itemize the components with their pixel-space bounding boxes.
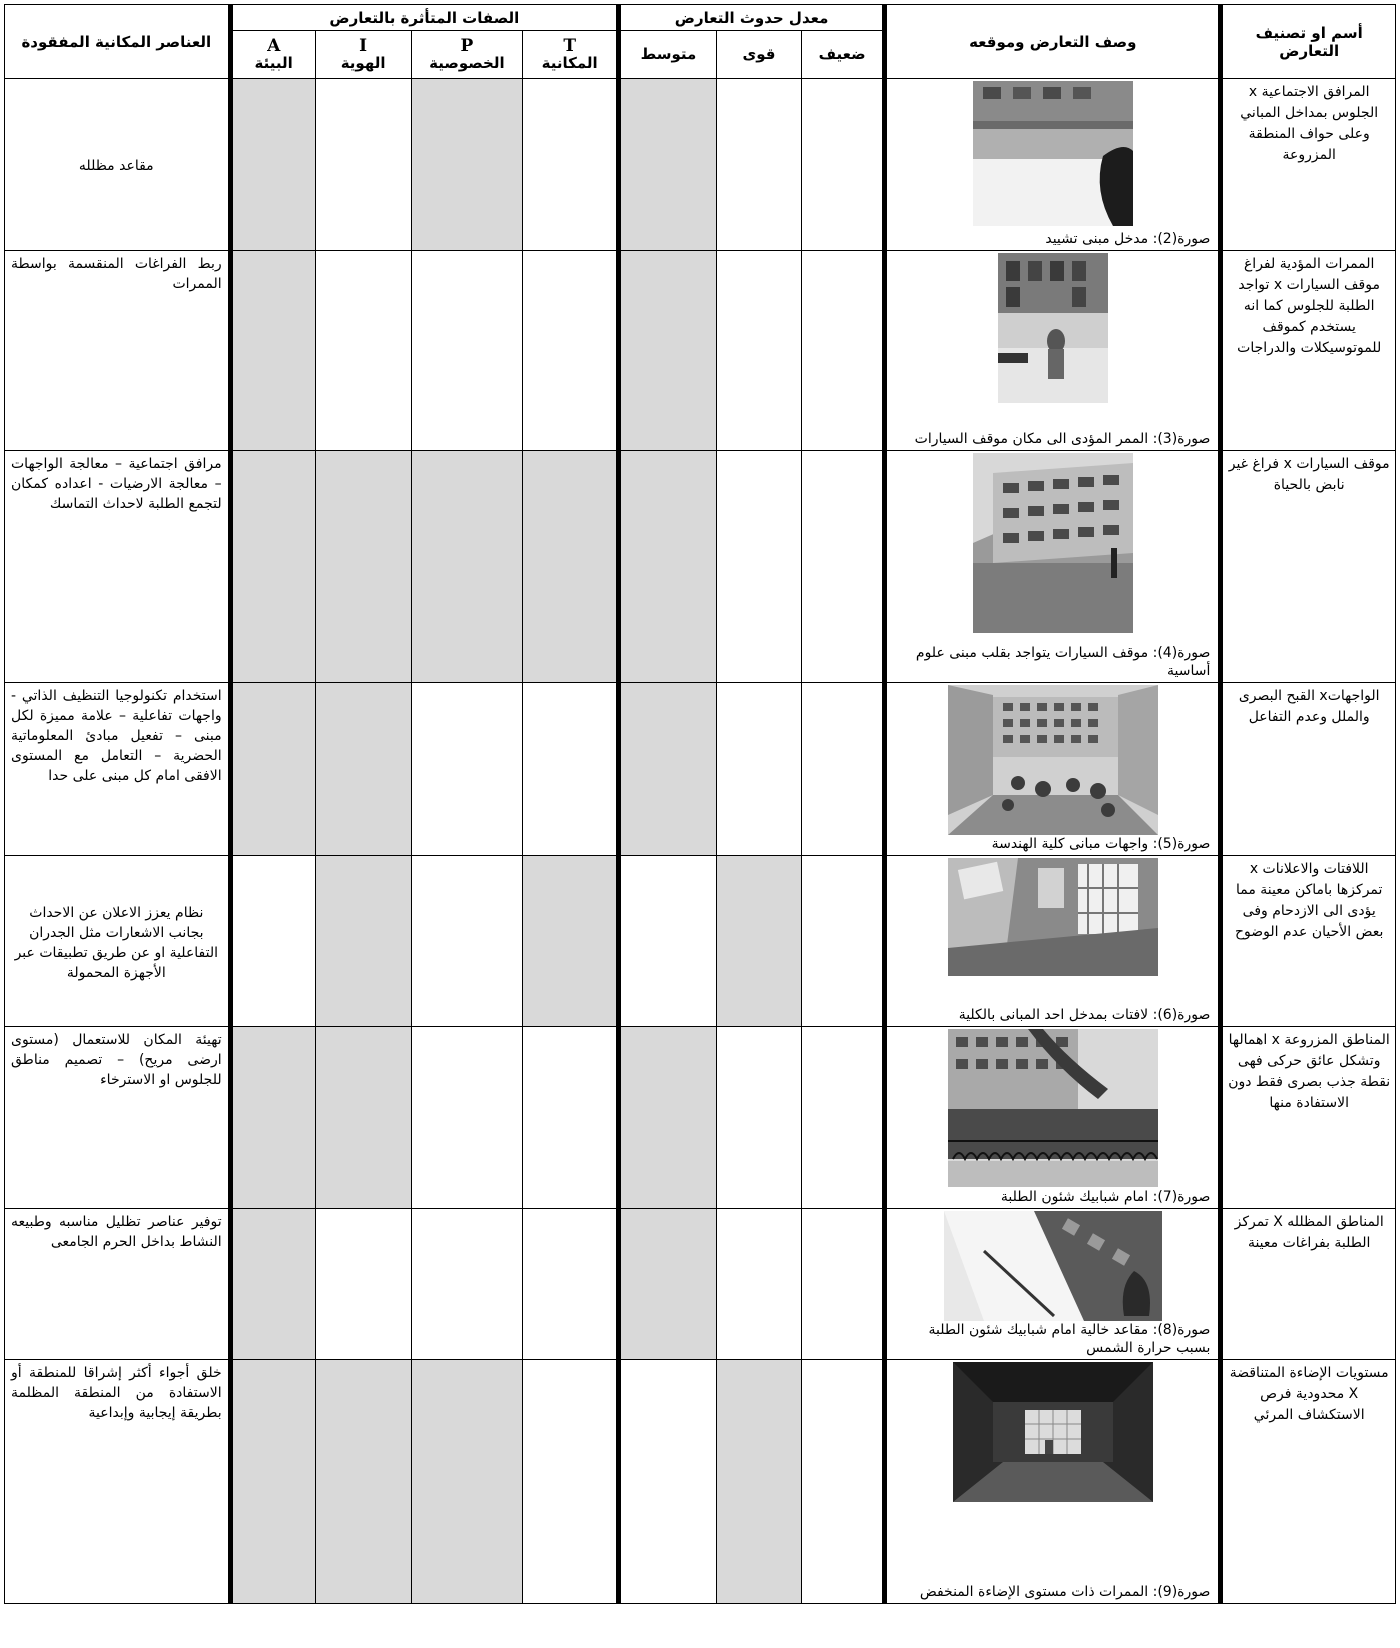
rate-weak-cell [802,1360,885,1604]
description-cell [885,451,1221,683]
missing-elements-cell: مقاعد مظلله [5,79,231,251]
header-attr-p [411,31,523,79]
conflict-name-cell: المناطق المزروعة x اهمالها وتشكل عائق حركى فهى نقطة جذب بصرى فقط دون الاستفادة منها [1221,1027,1396,1209]
description-cell [885,1209,1221,1360]
table-row [5,683,1396,856]
planted-area-photo [948,1029,1158,1187]
attr-a-cell [230,79,315,251]
table-row [5,1027,1396,1209]
corridor-photo [998,253,1108,403]
attr-a-cell [230,683,315,856]
rate-medium-cell [619,1209,717,1360]
rate-medium-cell [619,683,717,856]
rate-medium-cell [619,1027,717,1209]
attr-a-cell [230,451,315,683]
attr-i-cell [315,451,411,683]
attr-a-cell [230,251,315,451]
photo-caption: صورة(7): امام شبابيك شئون الطلبة [1000,1189,1211,1205]
table-row [5,856,1396,1027]
attr-label: الخصوصية [429,53,505,72]
rate-weak-cell [802,451,885,683]
description-cell [885,1360,1221,1604]
rate-strong-cell [716,856,801,1027]
attr-i-cell [315,1360,411,1604]
table-row [5,1360,1396,1604]
conflicts-table [4,4,1396,1604]
attr-i-cell [315,1027,411,1209]
attr-a-cell [230,856,315,1027]
missing-elements-cell: ربط الفراغات المنقسمة بواسطة الممرات [5,251,231,451]
table-row [5,79,1396,251]
rate-weak-cell [802,251,885,451]
rate-strong-cell [716,451,801,683]
building-entrance-photo [973,81,1133,226]
rate-weak-cell [802,79,885,251]
attr-t-cell [523,1360,619,1604]
conflict-name-cell: الممرات المؤدية لفراغ موقف السيارات x تواجد الطلبة للجلوس كما انه يستخدم كموقف للموتوسيكلات والدراجات [1221,251,1396,451]
header-attr-i [315,31,411,79]
rate-medium-cell [619,1360,717,1604]
attr-t-cell [523,251,619,451]
attr-p-cell [411,451,523,683]
description-cell [885,683,1221,856]
table-row [5,451,1396,683]
header-name: أسم او تصنيف التعارض [1221,5,1396,79]
photo-caption: صورة(6): لافتات بمدخل احد المبانى بالكلية [958,1007,1211,1023]
header-rate-strong: قوى [716,31,801,79]
attr-i-cell [315,79,411,251]
description-cell [885,1027,1221,1209]
description-cell [885,251,1221,451]
attr-a-cell [230,1360,315,1604]
attr-i-cell [315,251,411,451]
conflict-name-cell: اللافتات والاعلانات x تمركزها باماكن معينة مما يؤدى الى الازدحام وفى بعض الأحيان عدم الوضوح [1221,856,1396,1027]
attr-t-cell [523,1027,619,1209]
rate-medium-cell [619,856,717,1027]
description-cell [885,856,1221,1027]
attr-p-cell [411,856,523,1027]
attr-p-cell [411,683,523,856]
photo-caption: صورة(8): مقاعد خالية امام شبابيك شئون الطلبة بسبب حرارة الشمس [928,1322,1211,1356]
attr-t-cell [523,79,619,251]
rate-weak-cell [802,856,885,1027]
photo-caption: صورة(2): مدخل مبنى تشييد [1045,231,1211,247]
attr-letter: I [359,35,368,56]
conflict-name-cell: المناطق المظلله X تمركز الطلبة بفراغات معينة [1221,1209,1396,1360]
attr-letter: P [460,35,474,56]
attr-letter: T [563,35,576,56]
conflict-name-cell: المرافق الاجتماعية x الجلوس بمداخل المباني وعلى حواف المنطقة المزروعة [1221,79,1396,251]
header-attr-a [230,31,315,79]
rate-strong-cell [716,1027,801,1209]
header-rate-weak: ضعيف [802,31,885,79]
rate-strong-cell [716,251,801,451]
attr-i-cell [315,683,411,856]
attr-label: البيئة [254,53,293,72]
attr-t-cell [523,451,619,683]
rate-weak-cell [802,1209,885,1360]
conflict-name-cell: الواجهاتx القبح البصرى والملل وعدم التفاعل [1221,683,1396,856]
header-row-top [5,5,1396,31]
attr-p-cell [411,1360,523,1604]
rate-strong-cell [716,683,801,856]
photo-caption: صورة(3): الممر المؤدى الى مكان موقف السيارات [914,431,1211,447]
header-rate-medium: متوسط [619,31,717,79]
empty-seats-photo [944,1211,1162,1321]
facades-photo [948,685,1158,835]
rate-weak-cell [802,683,885,856]
missing-elements-cell: تهيئة المكان للاستعمال (مستوى ارضى مريح) – تصميم مناطق للجلوس او الاسترخاء [5,1027,231,1209]
attr-i-cell [315,856,411,1027]
attr-t-cell [523,683,619,856]
attr-p-cell [411,79,523,251]
attr-label: المكانية [541,53,598,72]
attr-p-cell [411,1209,523,1360]
photo-caption: صورة(4): موقف السيارات يتواجد بقلب مبنى علوم أساسية [915,645,1211,679]
table-row [5,1209,1396,1360]
description-cell [885,79,1221,251]
header-affected-attributes: الصفات المتأثرة بالتعارض [230,5,618,31]
conflict-name-cell: مستويات الإضاءة المتناقضة X محدودية فرص الاستكشاف المرئي [1221,1360,1396,1604]
attr-a-cell [230,1209,315,1360]
attr-letter: A [267,35,281,56]
parking-photo [973,453,1133,633]
rate-weak-cell [802,1027,885,1209]
signs-photo [948,858,1158,976]
rate-medium-cell [619,451,717,683]
missing-elements-cell: خلق أجواء أكثر إشراقا للمنطقة أو الاستفادة من المنطقة المظلمة بطريقة إيجابية وإبداعية [5,1360,231,1604]
rate-medium-cell [619,79,717,251]
attr-i-cell [315,1209,411,1360]
attr-label: الهوية [340,53,386,72]
header-description: وصف التعارض وموقعه [885,5,1221,79]
missing-elements-cell: مرافق اجتماعية – معالجة الواجهات – معالجة الارضيات - اعداده كمكان لتجمع الطلبة لاحداث التماسك [5,451,231,683]
rate-medium-cell [619,251,717,451]
attr-t-cell [523,856,619,1027]
header-occurrence-rate: معدل حدوث التعارض [619,5,885,31]
dark-corridor-photo [953,1362,1153,1502]
header-attr-t [523,31,619,79]
header-missing-elements: العناصر المكانية المفقودة [5,5,231,79]
attr-p-cell [411,251,523,451]
rate-strong-cell [716,1209,801,1360]
missing-elements-cell: نظام يعزز الاعلان عن الاحداث بجانب الاشعارات مثل الجدران التفاعلية او عن طريق تطبيقات عبر الأجهزة المحمولة [5,856,231,1027]
photo-caption: صورة(9): الممرات ذات مستوى الإضاءة المنخفض [919,1584,1211,1600]
attr-p-cell [411,1027,523,1209]
attr-a-cell [230,1027,315,1209]
conflict-name-cell: موقف السيارات x فراغ غير نابض بالحياة [1221,451,1396,683]
missing-elements-cell: توفير عناصر تظليل مناسبه وطبيعه النشاط بداخل الحرم الجامعى [5,1209,231,1360]
photo-caption: صورة(5): واجهات مبانى كلية الهندسة [991,836,1211,852]
rate-strong-cell [716,1360,801,1604]
missing-elements-cell: استخدام تكنولوجيا التنظيف الذاتي - واجهات تفاعلية – علامة مميزة لكل مبنى – تفعيل مبادئ المعلوماتية الحضرية – التعامل مع المستوى الافقى امام كل مبنى على حدا [5,683,231,856]
rate-strong-cell [716,79,801,251]
table-row [5,251,1396,451]
attr-t-cell [523,1209,619,1360]
